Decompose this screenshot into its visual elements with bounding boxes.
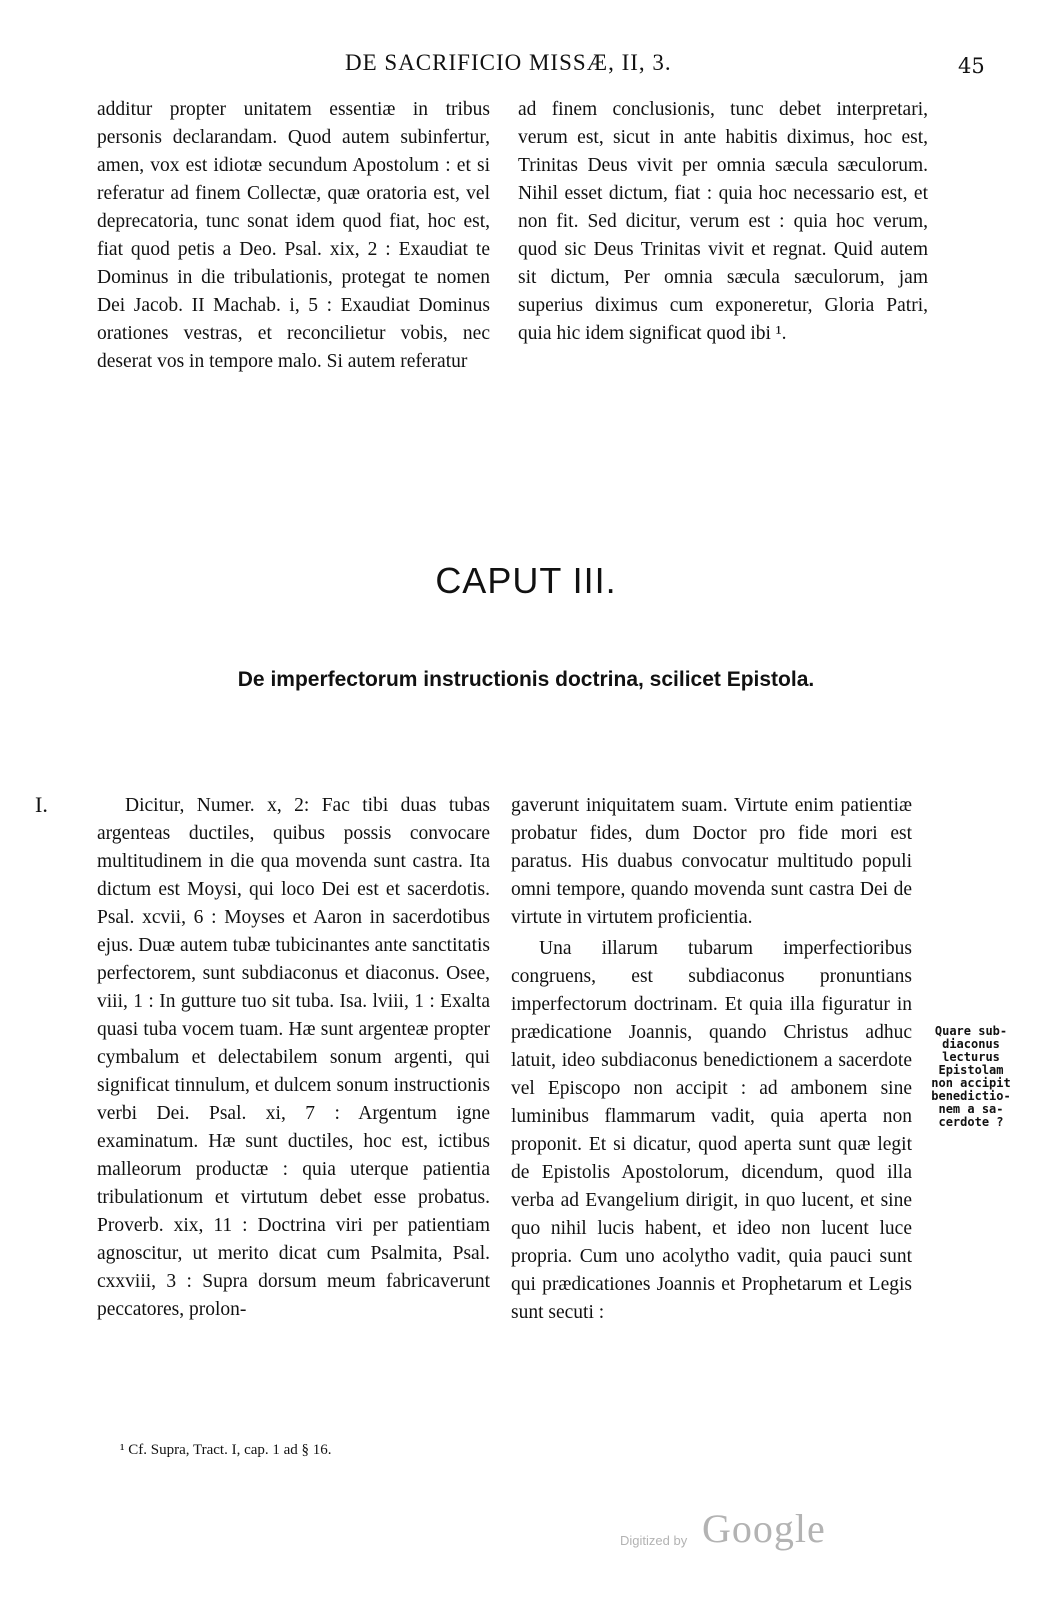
footnote: ¹ Cf. Supra, Tract. I, cap. 1 ad § 16. — [120, 1442, 332, 1458]
top-right-text: ad finem conclusionis, tunc debet interpretari, verum est, sicut in ante habitis diximus, hoc est, Trinitas Deus vivit per omnia sæcula sæculorum. Nihil esset dictum, fiat : quia hoc necessario est, et non fit. Sed dicitur, verum est : quia hoc verum, quod sic Deus Trinitas vivit et regnat. Quid autem sit dictum, Per omnia sæcula sæculorum, jam superius diximus cum exponeretur, Gloria Patri, quia hic idem significat quod ibi ¹. — [518, 99, 928, 344]
paragraph-number: I. — [35, 792, 48, 817]
bottom-right-paragraph-1: gaverunt iniquitatem suam. Virtute enim patientiæ probatur fides, dum Doctor pro fide mori est paratus. His duabus convocatur multitudo populi omni tempore, quando movenda sunt castra Dei de virtute in virtutem proficientia. — [511, 795, 912, 928]
margin-note-line: diaconus — [942, 1037, 1000, 1051]
page-number: 45 — [958, 54, 985, 78]
top-left-column — [97, 96, 490, 376]
google-logo: Google — [702, 1506, 826, 1551]
chapter-heading: CAPUT III. — [435, 560, 617, 601]
margin-note-line: Epistolam — [938, 1063, 1004, 1077]
top-left-text: additur propter unitatem essentiæ in tribus personis declarandam. Quod autem subinfertur, amen, vox est idiotæ secundum Apostolum : et si referatur ad finem Collectæ, quæ oratoria est, vel deprecatoria, tunc sonat idem quod fiat, hoc est, fiat quod petis a Deo. Psal. xix, 2 : Exaudiat te Dominus in die tribulationis, protegat te nomen Dei Jacob. II Machab. i, 5 : Exaudiat Dominus orationes vestras, et reconcilietur vobis, nec deserat vos in tempore malo. Si autem referatur — [97, 99, 490, 372]
top-right-column — [518, 96, 928, 348]
margin-note-line: benedictio- — [931, 1089, 1011, 1103]
margin-note — [912, 1025, 1030, 1129]
bottom-left-column — [97, 792, 490, 1324]
digitized-watermark — [620, 1505, 850, 1555]
running-head — [0, 50, 1052, 86]
margin-note-line: non accipit — [931, 1076, 1011, 1090]
bottom-right-paragraph-2: Una illarum tubarum imperfectioribus congruens, est subdiaconus pronuntians imperfectorum doctrinam. Et quia illa figuratur in prædicatione Joannis, quando Christus adhuc latuit, ideo subdiaconus benedictionem a sacerdote vel Episcopo non accipit : ad ambonem sine luminibus flammarum vadit, quia aperta non proponit. Et si dicatur, quod aperta sunt quæ legit de Epistolis Apostolorum, dicendum, quod illa verba ad Evangelium dirigit, in quo lucent, et sine quo nihil lucis habent, et ideo non lucent luce propria. Cum uno acolytho vadit, quia pauci sunt qui prædicationes Joannis et Prophetarum et Legis sunt secuti : — [511, 938, 912, 1323]
margin-note-line: lecturus — [942, 1050, 1000, 1064]
margin-note-line: cerdote ? — [938, 1115, 1004, 1129]
margin-note-line: nem a sa- — [938, 1102, 1004, 1116]
bottom-right-column — [511, 792, 912, 1327]
chapter-subtitle: De imperfectorum instructionis doctrina, scilicet Epistola. — [237, 668, 815, 691]
bottom-left-text: Dicitur, Numer. x, 2: Fac tibi duas tubas argenteas ductiles, quibus possis convocare multitudinem in die qua movenda sunt castra. Ita dictum est Moysi, qui loco Dei est et sacerdotis. Psal. xcvii, 6 : Moyses et Aaron in sacerdotibus ejus. Duæ autem tubæ tubicinantes ante sanctitatis perfectorem, sunt subdiaconus et diaconus. Osee, viii, 1 : In gutture tuo sit tuba. Isa. lviii, 1 : Exalta quasi tuba vocem tuam. Hæ sunt argenteæ propter cymbalum et delectabilem sonum argenti, qui significat tinnulum, et dulcem sonum instructionis verbi Dei. Psal. xi, 7 : Argentum igne examinatum. Hæ sunt ductiles, hoc est, ictibus malleorum productæ : quia uterque patientia tribulationum et virtutum debet esse probatus. Proverb. xix, 11 : Doctrina viri per patientiam agnoscitur, ut merito dicat cum Psalmita, Psal. cxxviii, 3 : Supra dorsum meum fabricaverunt peccatores, prolon- — [97, 795, 490, 1320]
margin-note-line: Quare sub- — [934, 1024, 1008, 1038]
running-title: DE SACRIFICIO MISSÆ, II, 3. — [345, 50, 672, 75]
watermark-prefix: Digitized by — [620, 1533, 688, 1548]
